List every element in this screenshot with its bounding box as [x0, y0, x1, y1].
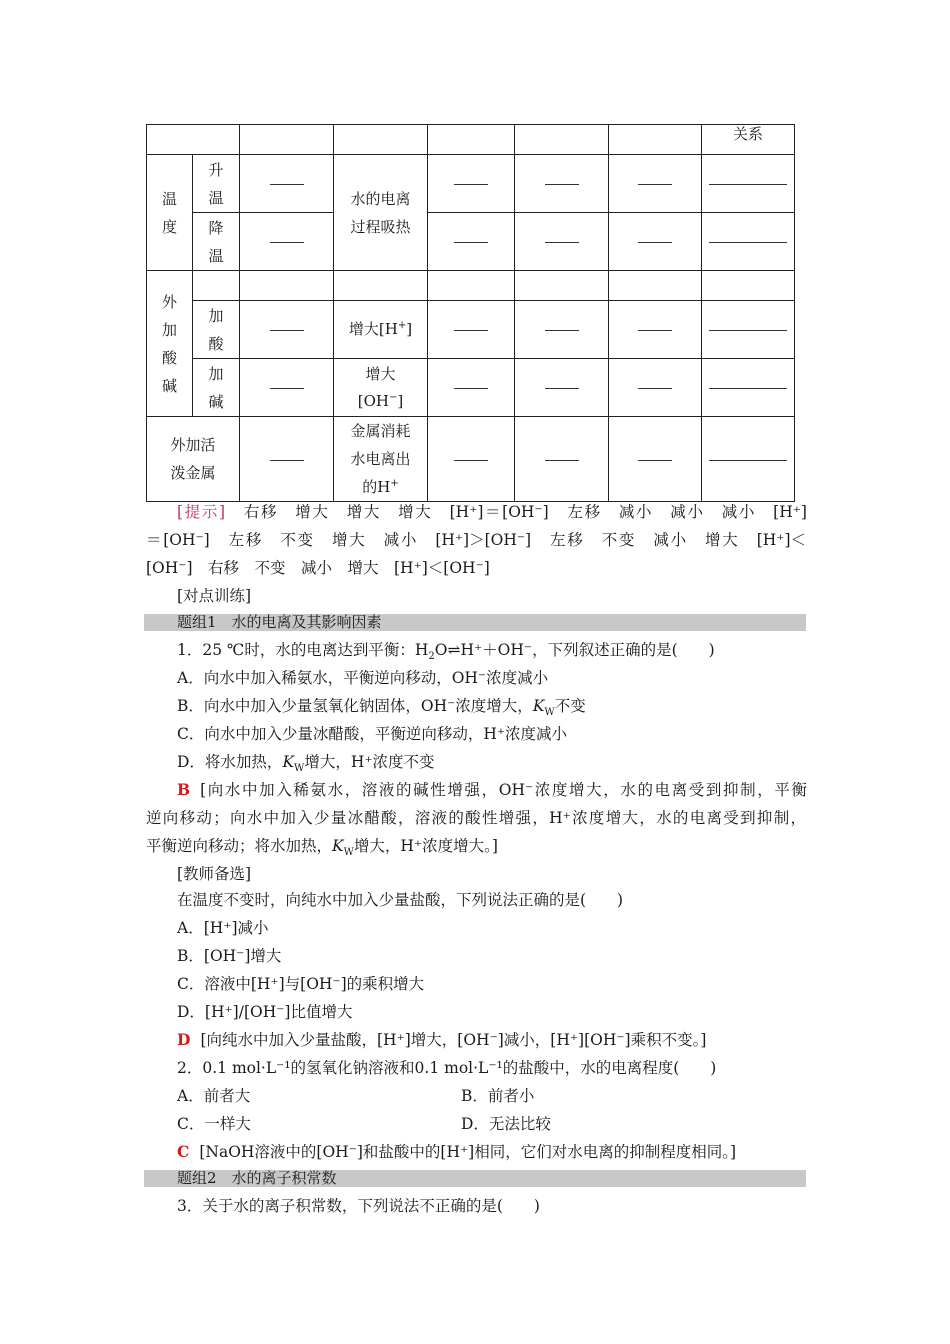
row-label-active-metal: 外加活泼金属 — [147, 417, 240, 502]
explanation: 逆向移动；向水中加入少量冰醋酸，溶液的酸性增强，H⁺浓度增大，水的电离受到抑制， — [146, 809, 806, 827]
row-label-heat: 升温 — [193, 155, 240, 213]
explanation: D [向纯水中加入少量盐酸，[H⁺]增大，[OH⁻]减小，[H⁺][OH⁻]乘积不变。] — [177, 1030, 707, 1049]
answer-blank — [709, 183, 787, 185]
option-row: A．前者大 B．前者小 — [177, 1087, 535, 1105]
option: C．溶液中[H⁺]与[OH⁻]的乘积增大 — [177, 975, 425, 993]
row-label-add-base: 加碱 — [193, 359, 240, 417]
table-row — [147, 417, 795, 502]
answer-letter: B — [177, 780, 191, 799]
group-title-bar: 题组2 水的离子积常数 — [144, 1170, 806, 1187]
row-label-cool: 降温 — [193, 213, 240, 271]
reason-add-base: 增大 [OH−] — [334, 359, 428, 417]
answer-blank — [454, 459, 488, 461]
answer-blank — [638, 387, 672, 389]
answer-blank — [545, 329, 579, 331]
option: D．将水加热，$K_W$增大，H⁺浓度不变 — [177, 753, 435, 775]
answer-blank — [270, 459, 304, 461]
option: C．向水中加入少量冰醋酸，平衡逆向移动，H⁺浓度减小 — [177, 725, 568, 743]
answer-blank — [454, 241, 488, 243]
answer-blank — [709, 329, 787, 331]
section-label: [对点训练] — [177, 587, 252, 605]
answer-blank — [270, 387, 304, 389]
header-relation: 关系 — [702, 125, 795, 155]
table-row — [147, 359, 795, 417]
option: A．[H⁺]减小 — [177, 919, 269, 937]
answer-letter: C — [177, 1142, 190, 1161]
group-title-bar: 题组1 水的电离及其影响因素 — [144, 614, 806, 631]
answer-letter: D — [177, 1030, 191, 1049]
answer-blank — [709, 241, 787, 243]
answer-blank — [545, 387, 579, 389]
answer-blank — [638, 241, 672, 243]
answer-blank — [270, 329, 304, 331]
row-label-add-acid: 加酸 — [193, 301, 240, 359]
answer-blank — [709, 387, 787, 389]
reason-endothermic: 水的电离过程吸热 — [334, 155, 428, 271]
answer-blank — [270, 241, 304, 243]
table-row — [147, 271, 795, 301]
explanation: 平衡逆向移动；将水加热，$K_W$增大，H⁺浓度增大。] — [146, 837, 498, 859]
hint-line: [提示] 右移 增大 增大 增大 [H⁺]＝[OH⁻] 左移 减小 减小 减小 [H⁺] — [177, 503, 807, 521]
question-stem: 2．0.1 mol·L⁻¹的氢氧化钠溶液和0.1 mol·L⁻¹的盐酸中，水的电离程度( ) — [177, 1059, 717, 1077]
answer-blank — [638, 183, 672, 185]
option: B．向水中加入少量氢氧化钠固体，OH⁻浓度增大，$K_W$不变 — [177, 697, 586, 719]
answer-blank — [454, 329, 488, 331]
answer-blank — [545, 183, 579, 185]
table-row — [147, 301, 795, 359]
reason-add-acid: 增大[H+] — [334, 301, 428, 359]
table-row — [147, 213, 795, 271]
section-label: [教师备选] — [177, 865, 252, 883]
answer-blank — [454, 183, 488, 185]
answer-blank — [709, 459, 787, 461]
table-row — [147, 155, 795, 213]
explanation: B [向水中加入稀氨水，溶液的碱性增强，OH⁻浓度增大，水的电离受到抑制，平衡 — [177, 780, 807, 799]
answer-blank — [545, 459, 579, 461]
answer-blank — [638, 329, 672, 331]
ionization-factor-table — [146, 124, 795, 502]
explanation: C [NaOH溶液中的[OH⁻]和盐酸中的[H⁺]相同，它们对水电离的抑制程度相同。] — [177, 1142, 737, 1161]
hint-line: ＝[OH⁻] 左移 不变 增大 减小 [H⁺]＞[OH⁻] 左移 不变 减小 增大 [H⁺]＜ — [146, 531, 806, 549]
table-header-row — [147, 125, 795, 155]
row-group-acid-base: 外加酸碱 — [147, 271, 193, 417]
question-stem: 3．关于水的离子积常数，下列说法不正确的是( ) — [177, 1197, 540, 1215]
answer-blank — [270, 183, 304, 185]
option: A．向水中加入稀氨水，平衡逆向移动，OH⁻浓度减小 — [177, 669, 549, 687]
answer-blank — [638, 459, 672, 461]
answer-blank — [545, 241, 579, 243]
option: D．[H⁺]/[OH⁻]比值增大 — [177, 1003, 353, 1021]
question-stem: 1．25 ℃时，水的电离达到平衡：$H_2O\rightleftharpoons H^++OH^-$，下列叙述正确的是( ) — [177, 641, 715, 663]
question-stem: 在温度不变时，向纯水中加入少量盐酸，下列说法正确的是( ) — [177, 891, 624, 909]
hint-line: [OH⁻] 右移 不变 减小 增大 [H⁺]＜[OH⁻] — [146, 559, 490, 577]
reason-active-metal: 金属消耗水电离出的H+ — [334, 417, 428, 502]
option: B．[OH⁻]增大 — [177, 947, 282, 965]
answer-blank — [454, 387, 488, 389]
row-group-temperature: 温度 — [147, 155, 193, 271]
option-row: C．一样大 D．无法比较 — [177, 1115, 551, 1133]
hint-label: [提示] — [177, 503, 226, 521]
